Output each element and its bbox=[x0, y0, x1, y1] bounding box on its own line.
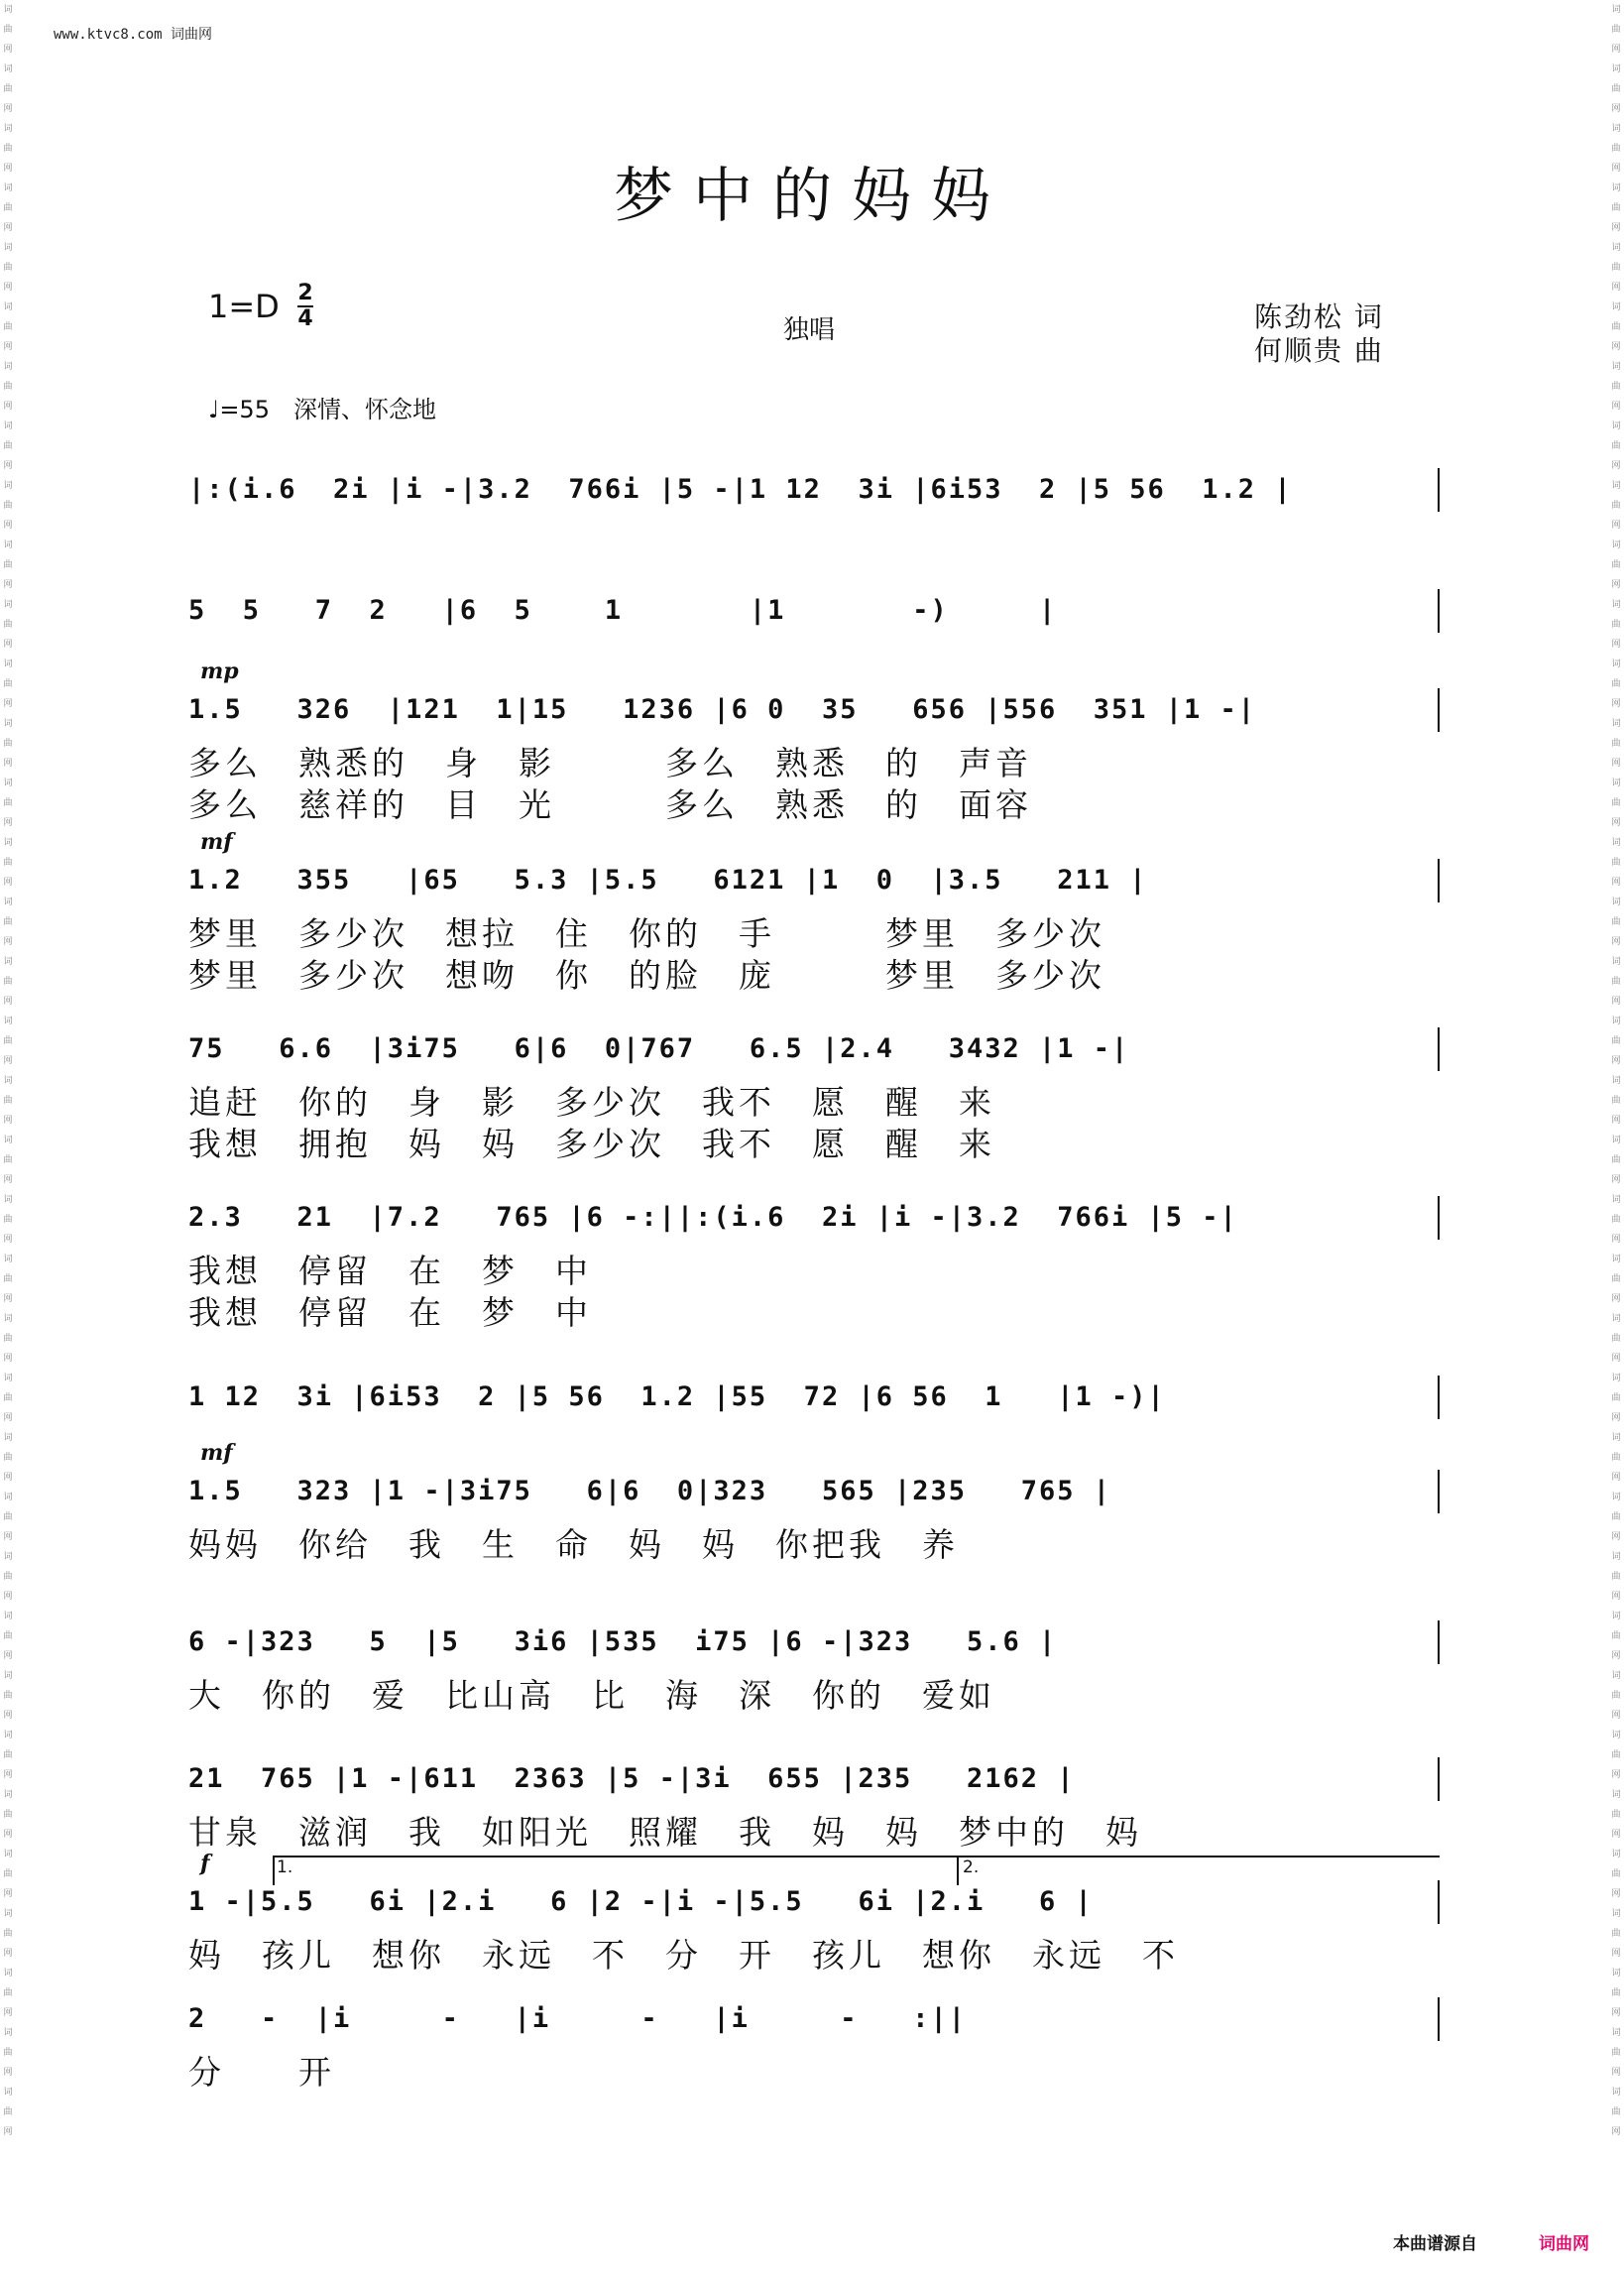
score-line bbox=[188, 1381, 1448, 1451]
score-line bbox=[188, 1626, 1448, 1737]
lyric-verse-1: 梦里 多少次 想拉 住 你的 手 梦里 多少次 bbox=[188, 914, 1105, 953]
barline bbox=[1438, 1470, 1440, 1513]
watermark-sidebar-right: 词曲网词曲网词曲网词曲网词曲网词曲网词曲网词曲网词曲网词曲网词曲网词曲网词曲网词曲网词曲网词曲网词曲网词曲网词曲网词曲网词曲网词曲网词曲网词曲网词曲网词曲网词曲网词曲网词曲网词曲网词曲网词曲网词曲网词曲网词曲网词曲网 bbox=[1611, 5, 1621, 2137]
footer-brand-link[interactable]: 词曲网 bbox=[1539, 2234, 1589, 2254]
score-line bbox=[188, 659, 1448, 847]
time-signature bbox=[297, 282, 313, 331]
score-line bbox=[188, 829, 1448, 1018]
lyric-verse-2: 我想 拥抱 妈 妈 多少次 我不 愿 醒 来 bbox=[188, 1125, 995, 1163]
dynamic-marking: mf bbox=[200, 1440, 233, 1466]
lyric-verse-1: 分 开 bbox=[188, 2053, 335, 2092]
footer-source: 本曲谱源自 bbox=[1393, 2234, 1477, 2254]
score-line bbox=[188, 1033, 1448, 1186]
barline bbox=[1438, 1880, 1440, 1924]
lyric-verse-1: 妈妈 你给 我 生 命 妈 妈 你把我 养 bbox=[188, 1525, 959, 1564]
key-signature: 1=D bbox=[208, 288, 280, 325]
lyric-verse-1: 妈 孩儿 想你 永远 不 分 开 孩儿 想你 永远 不 bbox=[188, 1936, 1179, 1975]
notation-line: 6 -|323 5 |5 3i6 |535 i75 |6 -|323 5.6 | bbox=[188, 1626, 1058, 1657]
barline bbox=[1438, 1027, 1440, 1071]
notation-line: 1 12 3i |6i53 2 |5 56 1.2 |55 72 |6 56 1 |1 -)| bbox=[188, 1381, 1166, 1412]
lyric-verse-1: 我想 停留 在 梦 中 bbox=[188, 1252, 592, 1290]
notation-line: 5 5 7 2 |6 5 1 |1 -) | bbox=[188, 595, 1058, 626]
song-title: 梦中的妈妈 bbox=[614, 162, 1010, 231]
score-line bbox=[188, 474, 1448, 543]
lyric-verse-2: 多么 慈祥的 目 光 多么 熟悉 的 面容 bbox=[188, 785, 1032, 824]
dynamic-marking: mf bbox=[200, 829, 233, 855]
notation-line: 1.2 355 |65 5.3 |5.5 6121 |1 0 |3.5 211 | bbox=[188, 865, 1148, 896]
barline bbox=[1438, 1997, 1440, 2041]
notation-line: 2.3 21 |7.2 765 |6 -:||:(i.6 2i |i -|3.2 766i |5 -| bbox=[188, 1202, 1238, 1233]
barline bbox=[1438, 1376, 1440, 1419]
barline bbox=[1438, 859, 1440, 902]
dynamic-marking: mp bbox=[200, 659, 239, 684]
lyric-verse-2: 梦里 多少次 想吻 你 的脸 庞 梦里 多少次 bbox=[188, 956, 1105, 995]
performance-type: 独唱 bbox=[783, 315, 836, 345]
lyric-verse-1: 多么 熟悉的 身 影 多么 熟悉 的 声音 bbox=[188, 744, 1032, 782]
lyric-verse-2: 我想 停留 在 梦 中 bbox=[188, 1293, 592, 1332]
time-signature-top: 2 bbox=[297, 281, 313, 305]
volta-first-label: 1. bbox=[277, 1857, 293, 1877]
lyric-verse-1: 甘泉 滋润 我 如阳光 照耀 我 妈 妈 梦中的 妈 bbox=[188, 1813, 1142, 1852]
barline bbox=[1438, 1757, 1440, 1801]
barline bbox=[1438, 468, 1440, 512]
composer-credit: 何顺贵 曲 bbox=[1254, 334, 1384, 367]
barline bbox=[1438, 589, 1440, 633]
site-header: www.ktvc8.com 词曲网 bbox=[54, 27, 213, 43]
score-line bbox=[188, 1851, 1448, 1997]
volta-second-label: 2. bbox=[963, 1857, 980, 1877]
score-line bbox=[188, 1202, 1448, 1355]
notation-line: 1.5 323 |1 -|3i75 6|6 0|323 565 |235 765 | bbox=[188, 1476, 1112, 1506]
notation-line: |:(i.6 2i |i -|3.2 766i |5 -|1 12 3i |6i53 2 |5 56 1.2 | bbox=[188, 474, 1293, 505]
lyricist-credit: 陈劲松 词 bbox=[1254, 300, 1384, 333]
barline bbox=[1438, 688, 1440, 732]
score-line bbox=[188, 595, 1448, 664]
dynamic-marking: f bbox=[200, 1851, 210, 1876]
lyric-verse-1: 追赶 你的 身 影 多少次 我不 愿 醒 来 bbox=[188, 1083, 995, 1122]
notation-line: 2 - |i - |i - |i - :|| bbox=[188, 2003, 967, 2034]
notation-line: 75 6.6 |3i75 6|6 0|767 6.5 |2.4 3432 |1 -| bbox=[188, 1033, 1130, 1064]
score-line bbox=[188, 2003, 1448, 2114]
time-signature-bottom: 4 bbox=[297, 306, 313, 331]
notation-line: 21 765 |1 -|611 2363 |5 -|3i 655 |235 2162 | bbox=[188, 1763, 1076, 1794]
volta-second bbox=[957, 1856, 1440, 1885]
score-line bbox=[188, 1440, 1448, 1587]
barline bbox=[1438, 1620, 1440, 1664]
tempo-marking: ♩=55 深情、怀念地 bbox=[208, 396, 436, 423]
lyric-verse-1: 大 你的 爱 比山高 比 海 深 你的 爱如 bbox=[188, 1676, 995, 1715]
volta-first bbox=[273, 1856, 959, 1885]
notation-line: 1.5 326 |121 1|15 1236 |6 0 35 656 |556 351 |1 -| bbox=[188, 694, 1257, 725]
barline bbox=[1438, 1196, 1440, 1240]
notation-line: 1 -|5.5 6i |2.i 6 |2 -|i -|5.5 6i |2.i 6 | bbox=[188, 1886, 1094, 1917]
watermark-sidebar-left: 词曲网词曲网词曲网词曲网词曲网词曲网词曲网词曲网词曲网词曲网词曲网词曲网词曲网词曲网词曲网词曲网词曲网词曲网词曲网词曲网词曲网词曲网词曲网词曲网词曲网词曲网词曲网词曲网词曲网词曲网词曲网词曲网词曲网词曲网词曲网词曲网 bbox=[3, 5, 13, 2137]
